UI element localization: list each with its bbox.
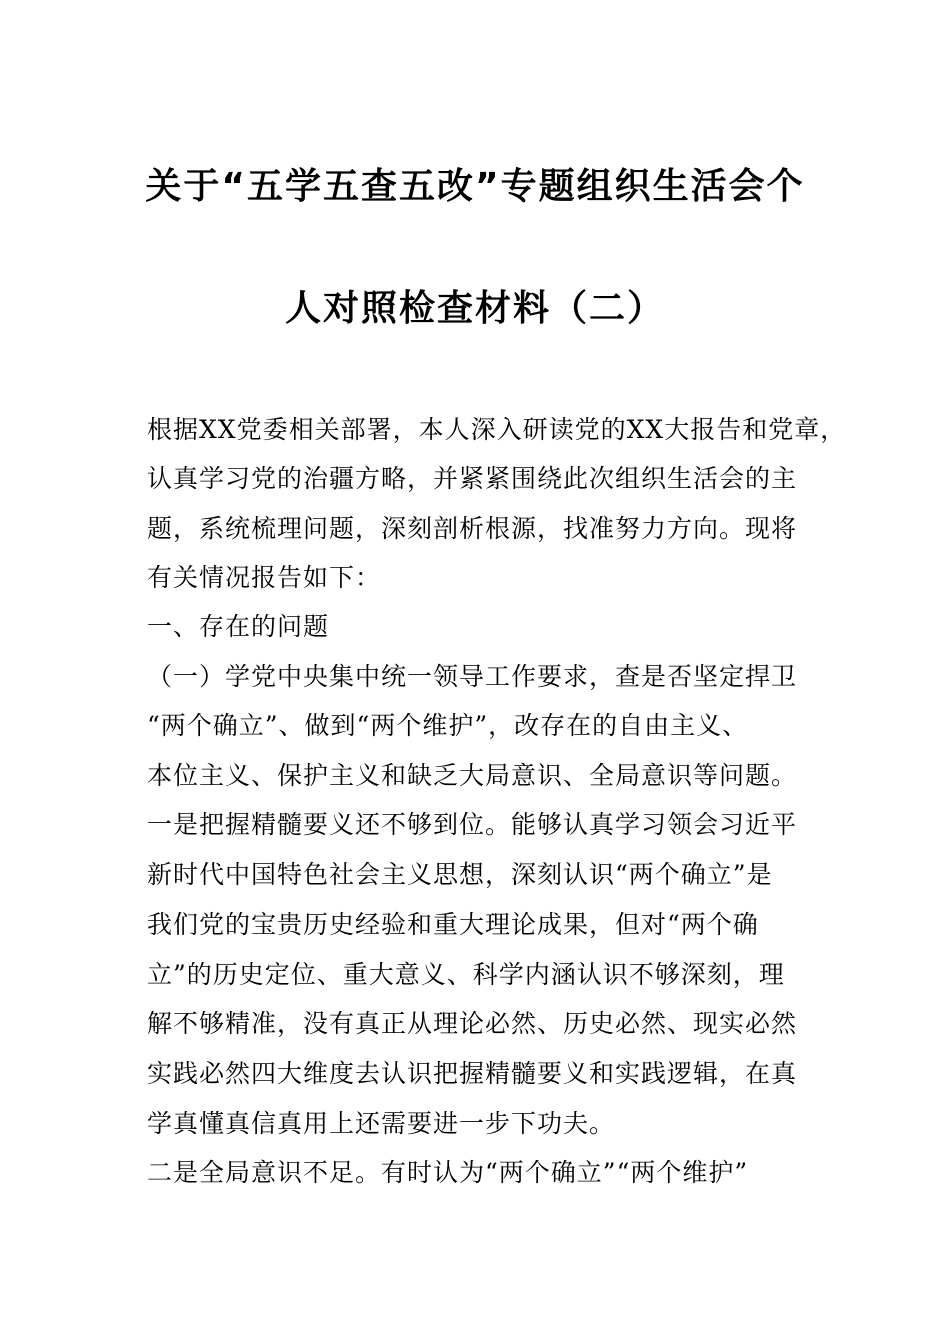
body-line-9: 一是把握精髓要义还不够到位。能够认真学习领会习近平 <box>147 810 798 839</box>
body-line-6: （一）学党中央集中统一领导工作要求，查是否坚定捍卫 <box>147 662 798 691</box>
document-title-line-2: 人对照检查材料（二） <box>284 288 665 329</box>
document-title-line-1: 关于“五学五查五改”专题组织生活会个 <box>145 166 805 207</box>
body-line-7: “两个确立”、做到“两个维护”，改存在的自由主义、 <box>147 711 749 740</box>
body-line-3: 题，系统梳理问题，深刻剖析根源，找准努力方向。现将 <box>147 514 798 543</box>
section-heading-problems: 一、存在的问题 <box>147 612 330 641</box>
body-line-10: 新时代中国特色社会主义思想，深刻认识“两个确立”是 <box>147 860 773 889</box>
body-line-8: 本位主义、保护主义和缺乏大局意识、全局意识等问题。 <box>147 761 798 790</box>
body-line-2: 认真学习党的治疆方略，并紧紧围绕此次组织生活会的主 <box>147 464 798 493</box>
body-line-13: 解不够精准，没有真正从理论必然、历史必然、现实必然 <box>147 1009 798 1038</box>
body-line-1: 根据XX党委相关部署，本人深入研读党的XX大报告和党章， <box>147 415 847 444</box>
body-line-15: 学真懂真信真用上还需要进一步下功夫。 <box>147 1109 616 1138</box>
body-line-11: 我们党的宝贵历史经验和重大理论成果，但对“两个确 <box>147 910 759 939</box>
body-line-16: 二是全局意识不足。有时认为“两个确立”“两个维护” <box>147 1158 749 1187</box>
body-line-4: 有关情况报告如下： <box>147 563 382 592</box>
body-line-12: 立”的历史定位、重大意义、科学内涵认识不够深刻，理 <box>147 960 785 989</box>
body-line-14: 实践必然四大维度去认识把握精髓要义和实践逻辑，在真 <box>147 1059 798 1088</box>
